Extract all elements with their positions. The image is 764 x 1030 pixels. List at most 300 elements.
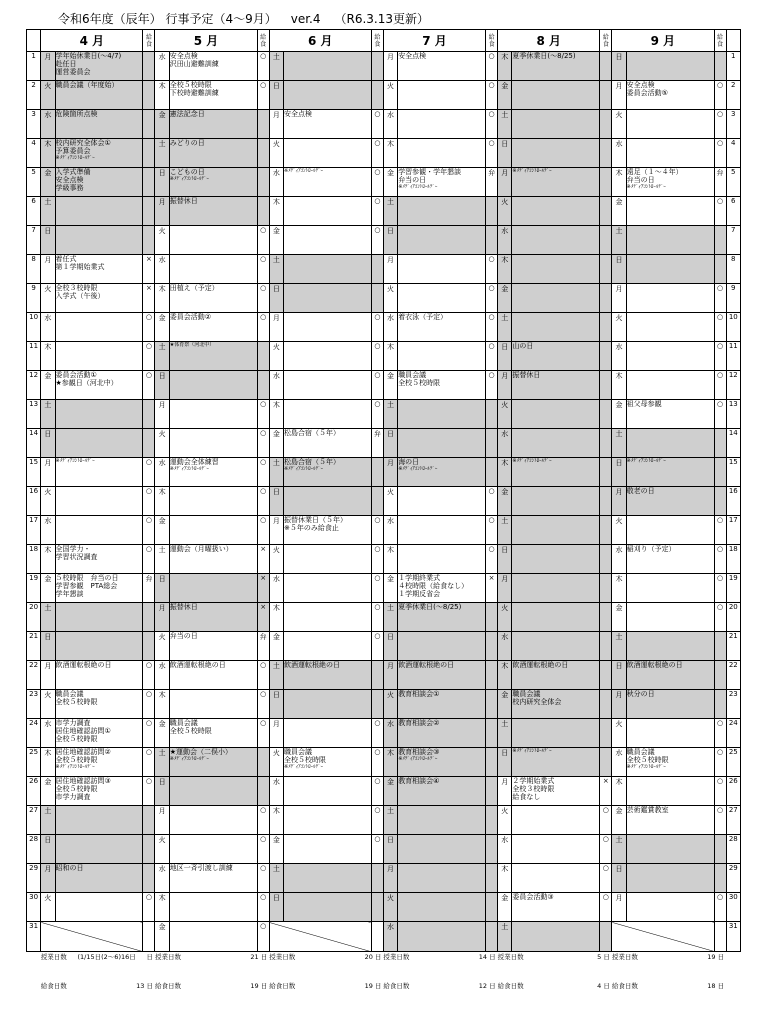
kyushoku-mark xyxy=(257,139,269,168)
event-cell xyxy=(398,429,486,458)
weekday: 火 xyxy=(383,284,397,313)
weekday: 日 xyxy=(612,458,626,487)
kyushoku-mark: ○ xyxy=(714,313,726,342)
day-row xyxy=(27,487,741,516)
kyushoku-mark xyxy=(143,110,155,139)
kyushoku-mark xyxy=(600,52,612,81)
weekday: 日 xyxy=(612,52,626,81)
event-cell xyxy=(283,197,371,226)
event-text: 給食なし xyxy=(512,793,541,801)
weekday: 火 xyxy=(612,313,626,342)
event-text: 憲法記念日 xyxy=(169,110,205,118)
kyushoku-mark xyxy=(600,313,612,342)
kyushoku-mark xyxy=(143,197,155,226)
event-cell xyxy=(283,516,371,545)
weekday: 木 xyxy=(498,52,512,81)
weekday: 日 xyxy=(41,226,55,255)
weekday: 水 xyxy=(612,545,626,574)
weekday: 火 xyxy=(269,342,283,371)
event-cell xyxy=(626,255,714,284)
day-row xyxy=(27,661,741,690)
kyushoku-mark: ○ xyxy=(257,487,269,516)
day-number: 23 xyxy=(27,690,41,719)
event-text: 入学式（午後） xyxy=(55,292,105,300)
event-cell xyxy=(398,458,486,487)
weekday: 月 xyxy=(498,168,512,197)
event-cell xyxy=(398,603,486,632)
weekday: 日 xyxy=(383,632,397,661)
weekday: 火 xyxy=(383,487,397,516)
weekday: 日 xyxy=(612,661,626,690)
event-cell xyxy=(55,458,143,487)
day-number: 12 xyxy=(27,371,41,400)
kyushoku-mark: × xyxy=(143,284,155,313)
weekday: 火 xyxy=(498,603,512,632)
weekday: 日 xyxy=(383,429,397,458)
kyushoku-mark: ○ xyxy=(257,690,269,719)
kyushoku-mark: ○ xyxy=(371,748,383,777)
weekday: 火 xyxy=(498,197,512,226)
event-text: 全校５校時限 xyxy=(55,698,98,706)
weekday: 水 xyxy=(155,864,169,893)
kyushoku-mark: ○ xyxy=(257,400,269,429)
kyushoku-mark xyxy=(143,632,155,661)
school-days-row xyxy=(27,952,741,981)
schedule-table xyxy=(26,29,741,1010)
event-cell xyxy=(169,371,257,400)
day-number: 2 xyxy=(726,81,740,110)
event-cell xyxy=(398,342,486,371)
lunch-days-label: 給食日数 xyxy=(269,981,296,990)
kyushoku-mark: ○ xyxy=(714,777,726,806)
event-cell xyxy=(626,429,714,458)
no-date-kyushoku xyxy=(371,922,383,952)
kyushoku-mark: ○ xyxy=(371,313,383,342)
event-text: 沢田山避難訓練 xyxy=(169,60,219,68)
event-text: 学習状況調査 xyxy=(55,553,98,561)
weekday: 日 xyxy=(41,632,55,661)
weekday: 金 xyxy=(383,168,397,197)
event-text: 職員会議 xyxy=(55,690,84,698)
no-date-cell xyxy=(41,922,143,952)
kyushoku-mark: ○ xyxy=(714,371,726,400)
event-cell xyxy=(512,893,600,922)
weekday: 月 xyxy=(41,255,55,284)
event-cell xyxy=(512,574,600,603)
corner-cell xyxy=(27,30,41,52)
kyushoku-mark: ○ xyxy=(486,313,498,342)
weekday: 木 xyxy=(155,284,169,313)
kyushoku-mark xyxy=(600,197,612,226)
event-text: 教育相談会③ xyxy=(398,748,440,756)
day-row xyxy=(27,603,741,632)
kyushoku-mark: ○ xyxy=(257,835,269,864)
school-days-label: 授業日数 xyxy=(154,953,181,961)
event-cell xyxy=(283,313,371,342)
day-number: 4 xyxy=(27,139,41,168)
weekday: 火 xyxy=(41,690,55,719)
kyushoku-mark xyxy=(486,226,498,255)
event-cell xyxy=(512,835,600,864)
day-number: 10 xyxy=(27,313,41,342)
event-text: １学期反省会 xyxy=(398,590,441,598)
kyushoku-mark: ○ xyxy=(600,864,612,893)
kyushoku-mark xyxy=(371,255,383,284)
event-cell xyxy=(169,313,257,342)
day-row xyxy=(27,632,741,661)
event-cell xyxy=(283,139,371,168)
day-unit: 日 xyxy=(146,953,153,961)
event-text: 教育相談会② xyxy=(398,719,440,727)
event-text: 安全点検 xyxy=(283,110,312,118)
day-number: 14 xyxy=(27,429,41,458)
weekday: 金 xyxy=(41,371,55,400)
weekday: 月 xyxy=(155,603,169,632)
event-cell xyxy=(169,893,257,922)
lunch-days-label: 給食日数 xyxy=(383,981,410,990)
kyushoku-mark xyxy=(600,748,612,777)
event-cell xyxy=(512,661,600,690)
weekday: 金 xyxy=(269,835,283,864)
event-cell xyxy=(512,777,600,806)
event-cell xyxy=(55,806,143,835)
event-cell xyxy=(55,342,143,371)
kyushoku-mark: 弁 xyxy=(143,574,155,603)
day-row xyxy=(27,284,741,313)
event-text: ※ﾒﾃﾞｨｱｺﾝﾄﾛｰﾙﾃﾞｰ xyxy=(55,764,95,770)
weekday: 木 xyxy=(155,893,169,922)
kyushoku-mark xyxy=(714,661,726,690)
event-cell xyxy=(169,255,257,284)
event-text: 地区一斉引渡し訓練 xyxy=(169,864,233,872)
weekday: 月 xyxy=(612,284,626,313)
kyushoku-mark: ○ xyxy=(371,110,383,139)
weekday: 土 xyxy=(41,603,55,632)
event-text: 敬老の日 xyxy=(626,487,655,495)
day-number: 5 xyxy=(27,168,41,197)
kyushoku-mark: ○ xyxy=(371,197,383,226)
kyushoku-mark: ○ xyxy=(371,719,383,748)
weekday: 金 xyxy=(498,284,512,313)
day-number: 30 xyxy=(27,893,41,922)
weekday: 水 xyxy=(155,661,169,690)
weekday: 土 xyxy=(383,806,397,835)
weekday: 火 xyxy=(155,632,169,661)
event-cell xyxy=(398,574,486,603)
kyushoku-mark xyxy=(600,574,612,603)
kyushoku-mark: 弁 xyxy=(371,429,383,458)
schedule-body xyxy=(27,52,741,1010)
kyushoku-mark: ○ xyxy=(143,690,155,719)
day-number: 6 xyxy=(27,197,41,226)
event-text: みどりの日 xyxy=(169,139,205,147)
event-cell xyxy=(512,52,600,81)
kyushoku-mark xyxy=(600,487,612,516)
event-text: ５校時限 弁当の日 xyxy=(55,574,119,582)
weekday: 金 xyxy=(269,226,283,255)
kyushoku-mark: ○ xyxy=(486,52,498,81)
weekday: 水 xyxy=(498,429,512,458)
event-text: 全校５校時限 xyxy=(283,756,326,764)
event-cell xyxy=(626,400,714,429)
weekday: 火 xyxy=(612,719,626,748)
weekday: 水 xyxy=(612,139,626,168)
event-text: 運動会（月曜扱い） xyxy=(169,545,233,553)
day-row xyxy=(27,806,741,835)
kyushoku-mark: × xyxy=(600,777,612,806)
event-text: ★体育祭（河北中） xyxy=(169,342,215,348)
school-days-summary xyxy=(269,952,383,981)
weekday: 水 xyxy=(41,516,55,545)
weekday: 水 xyxy=(383,313,397,342)
weekday: 木 xyxy=(383,342,397,371)
weekday: 木 xyxy=(41,139,55,168)
event-cell xyxy=(626,371,714,400)
event-text: １学期終業式 xyxy=(398,574,441,582)
kyushoku-mark: ○ xyxy=(486,342,498,371)
weekday: 水 xyxy=(155,458,169,487)
weekday: 土 xyxy=(498,313,512,342)
event-cell xyxy=(626,777,714,806)
weekday: 月 xyxy=(612,893,626,922)
weekday: 火 xyxy=(383,893,397,922)
title-text: 令和6年度（辰年） 行事予定（4～9月） xyxy=(58,12,277,26)
event-text: 運営委員会 xyxy=(55,68,91,76)
event-cell xyxy=(169,748,257,777)
weekday: 火 xyxy=(383,81,397,110)
day-unit: 日 xyxy=(489,981,496,990)
event-cell xyxy=(626,748,714,777)
weekday: 月 xyxy=(498,574,512,603)
event-text: 着衣泳（予定） xyxy=(398,313,448,321)
day-row xyxy=(27,371,741,400)
event-text: 飲酒運転根絶の日 xyxy=(512,661,569,669)
event-cell xyxy=(55,777,143,806)
event-cell xyxy=(512,806,600,835)
event-cell xyxy=(512,922,600,952)
day-number: 15 xyxy=(726,458,740,487)
event-cell xyxy=(169,719,257,748)
event-cell xyxy=(512,313,600,342)
weekday: 日 xyxy=(269,690,283,719)
event-text: 振替休業日（５年） xyxy=(283,516,347,524)
kyushoku-mark: ○ xyxy=(486,255,498,284)
weekday: 日 xyxy=(41,835,55,864)
event-text: 校内研究全体会 xyxy=(512,698,562,706)
day-unit: 日 xyxy=(260,953,268,961)
kyushoku-mark: ○ xyxy=(714,806,726,835)
kyushoku-mark xyxy=(486,893,498,922)
day-number: 22 xyxy=(27,661,41,690)
lunch-days-value: 12 xyxy=(478,981,488,990)
weekday: 日 xyxy=(269,284,283,313)
event-cell xyxy=(169,661,257,690)
day-number: 25 xyxy=(27,748,41,777)
day-row xyxy=(27,458,741,487)
weekday: 木 xyxy=(498,255,512,284)
event-text: 飲酒運転根絶の日 xyxy=(55,661,112,669)
event-cell xyxy=(169,52,257,81)
weekday: 水 xyxy=(269,574,283,603)
weekday: 木 xyxy=(498,661,512,690)
day-number: 7 xyxy=(726,226,740,255)
kyushoku-mark: ○ xyxy=(371,603,383,632)
event-cell xyxy=(398,400,486,429)
event-cell xyxy=(626,139,714,168)
kyushoku-mark: ○ xyxy=(143,777,155,806)
kyushoku-mark: ○ xyxy=(257,313,269,342)
no-date-kyushoku xyxy=(714,922,726,952)
revision-text: （R6.3.13更新） xyxy=(334,12,430,26)
kyushoku-mark: ○ xyxy=(714,719,726,748)
kyushoku-header: 給食 xyxy=(600,30,612,52)
day-row xyxy=(27,777,741,806)
weekday: 月 xyxy=(155,806,169,835)
kyushoku-mark xyxy=(143,52,155,81)
weekday: 木 xyxy=(498,458,512,487)
weekday: 土 xyxy=(155,342,169,371)
month-header: 8 月 xyxy=(498,30,600,52)
weekday: 月 xyxy=(269,313,283,342)
weekday: 水 xyxy=(269,371,283,400)
weekday: 木 xyxy=(383,748,397,777)
day-unit: 日 xyxy=(260,981,268,990)
event-text: 職員会議 xyxy=(512,690,541,698)
day-row xyxy=(27,719,741,748)
kyushoku-mark xyxy=(371,81,383,110)
weekday: 火 xyxy=(612,516,626,545)
day-number: 11 xyxy=(27,342,41,371)
no-date-cell xyxy=(612,922,714,952)
event-text: 夏季休業日(～8/25) xyxy=(512,52,576,60)
day-number: 18 xyxy=(27,545,41,574)
lunch-days-summary xyxy=(269,981,383,1010)
weekday: 火 xyxy=(41,81,55,110)
day-row xyxy=(27,81,741,110)
event-cell xyxy=(283,81,371,110)
day-number: 16 xyxy=(27,487,41,516)
kyushoku-mark: ○ xyxy=(371,516,383,545)
event-text: 安全点検 xyxy=(626,81,655,89)
kyushoku-mark: ○ xyxy=(371,632,383,661)
kyushoku-mark xyxy=(486,661,498,690)
kyushoku-mark xyxy=(143,226,155,255)
event-cell xyxy=(55,545,143,574)
event-text: 委員会活動② xyxy=(169,313,212,321)
kyushoku-mark: ○ xyxy=(143,487,155,516)
kyushoku-mark xyxy=(371,284,383,313)
weekday: 日 xyxy=(612,255,626,284)
event-cell xyxy=(55,313,143,342)
event-cell xyxy=(55,168,143,197)
event-cell xyxy=(283,632,371,661)
kyushoku-mark: ○ xyxy=(257,429,269,458)
event-text: 第１学期始業式 xyxy=(55,263,105,271)
school-days-summary xyxy=(383,952,497,981)
event-cell xyxy=(55,893,143,922)
day-row xyxy=(27,168,741,197)
event-text: 稲刈り（予定） xyxy=(626,545,676,553)
weekday: 土 xyxy=(383,197,397,226)
kyushoku-mark xyxy=(600,719,612,748)
weekday: 土 xyxy=(498,922,512,952)
kyushoku-mark: ○ xyxy=(371,574,383,603)
weekday: 木 xyxy=(269,806,283,835)
weekday: 木 xyxy=(41,748,55,777)
kyushoku-mark xyxy=(143,81,155,110)
weekday: 月 xyxy=(41,661,55,690)
weekday: 月 xyxy=(383,52,397,81)
event-cell xyxy=(398,81,486,110)
event-cell xyxy=(626,690,714,719)
lunch-days-label: 給食日数 xyxy=(154,981,181,990)
kyushoku-header: 給食 xyxy=(714,30,726,52)
weekday: 木 xyxy=(269,603,283,632)
weekday: 金 xyxy=(612,400,626,429)
event-cell xyxy=(626,516,714,545)
event-cell xyxy=(626,574,714,603)
weekday: 月 xyxy=(612,487,626,516)
kyushoku-mark xyxy=(600,284,612,313)
weekday: 月 xyxy=(498,777,512,806)
weekday: 火 xyxy=(41,487,55,516)
day-number: 28 xyxy=(27,835,41,864)
day-number: 6 xyxy=(726,197,740,226)
event-cell xyxy=(55,719,143,748)
school-days-label: 授業日数 xyxy=(611,953,638,961)
weekday: 月 xyxy=(155,197,169,226)
event-cell xyxy=(398,719,486,748)
event-text: 職員会議 xyxy=(169,719,198,727)
weekday: 水 xyxy=(498,835,512,864)
kyushoku-header: 給食 xyxy=(486,30,498,52)
weekday: 火 xyxy=(41,284,55,313)
event-cell xyxy=(55,284,143,313)
event-cell xyxy=(398,516,486,545)
kyushoku-mark xyxy=(257,197,269,226)
month-header: 9 月 xyxy=(612,30,714,52)
kyushoku-mark: ○ xyxy=(257,864,269,893)
event-cell xyxy=(55,603,143,632)
weekday: 水 xyxy=(41,313,55,342)
event-cell xyxy=(626,864,714,893)
event-cell xyxy=(398,893,486,922)
kyushoku-mark: ○ xyxy=(600,806,612,835)
event-cell xyxy=(512,110,600,139)
event-cell xyxy=(283,603,371,632)
weekday: 水 xyxy=(383,922,397,952)
event-cell xyxy=(169,632,257,661)
event-cell xyxy=(283,777,371,806)
kyushoku-mark xyxy=(600,371,612,400)
kyushoku-mark xyxy=(714,487,726,516)
weekday: 金 xyxy=(41,574,55,603)
event-cell xyxy=(55,81,143,110)
kyushoku-mark xyxy=(714,429,726,458)
lunch-days-value: 18 xyxy=(707,981,716,990)
weekday: 金 xyxy=(498,487,512,516)
event-cell xyxy=(55,748,143,777)
event-cell xyxy=(55,226,143,255)
kyushoku-mark: ○ xyxy=(143,719,155,748)
weekday: 金 xyxy=(383,777,397,806)
event-text: 安全点検 xyxy=(398,52,427,60)
event-cell xyxy=(398,197,486,226)
kyushoku-mark xyxy=(143,806,155,835)
weekday: 金 xyxy=(383,574,397,603)
event-cell xyxy=(512,81,600,110)
event-cell xyxy=(512,342,600,371)
